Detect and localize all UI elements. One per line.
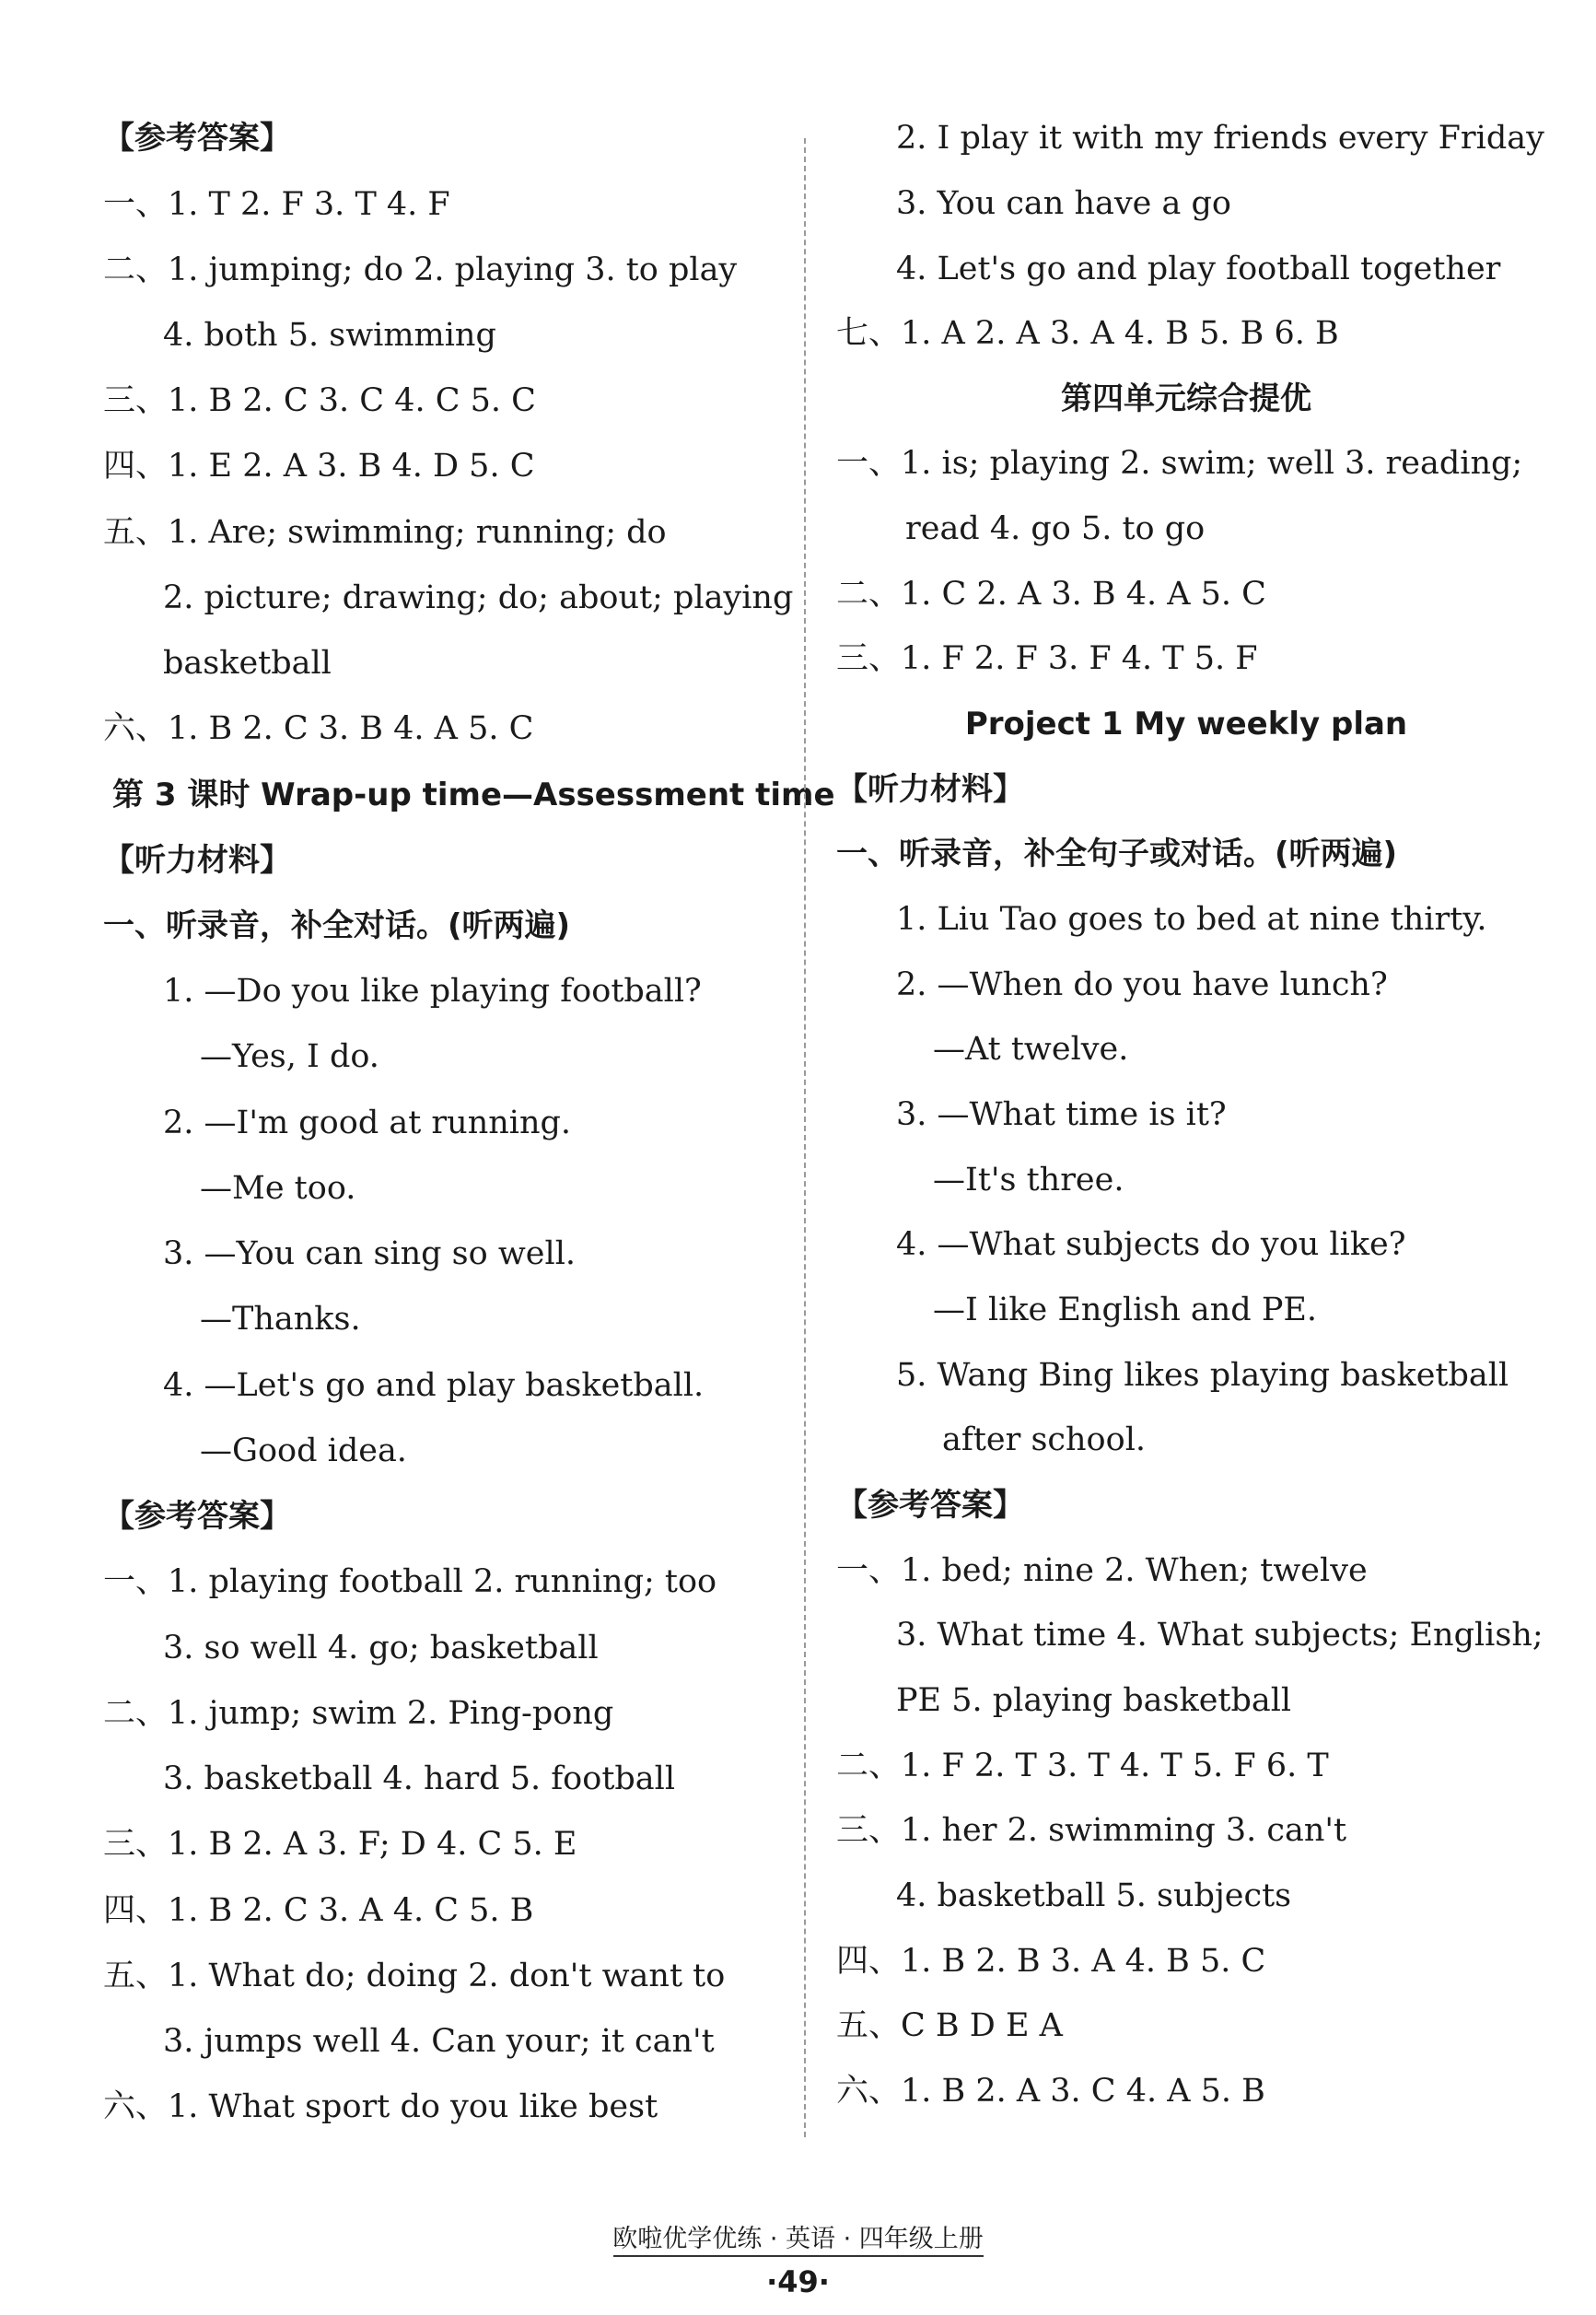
right-line: Project 1 My weekly plan — [964, 706, 1408, 742]
right-line: 4. —What subjects do you like? — [896, 1226, 1406, 1263]
left-line: 一、听录音，补全对话。(听两遍) — [103, 907, 571, 944]
right-line: 二、1. C 2. A 3. B 4. A 5. C — [836, 576, 1266, 613]
left-line: basketball — [163, 645, 332, 682]
right-line: 2. I play it with my friends every Friday — [896, 120, 1544, 157]
left-line: 3. jumps well 4. Can your; it can't — [163, 2023, 715, 2060]
left-line: 三、1. B 2. A 3. F; D 4. C 5. E — [103, 1826, 577, 1863]
left-line: 3. —You can sing so well. — [163, 1235, 577, 1272]
right-line: 六、1. B 2. A 3. C 4. A 5. B — [836, 2073, 1265, 2110]
left-line: 一、1. T 2. F 3. T 4. F — [103, 186, 450, 223]
right-line: 四、1. B 2. B 3. A 4. B 5. C — [836, 1943, 1266, 1980]
left-line: 1. —Do you like playing football? — [163, 973, 702, 1010]
left-line: 四、1. E 2. A 3. B 4. D 5. C — [103, 448, 535, 485]
page-number: ·49· — [766, 2264, 830, 2299]
right-line: —It's three. — [933, 1162, 1124, 1198]
right-line: 3. —What time is it? — [896, 1096, 1227, 1133]
right-line: 1. Liu Tao goes to bed at nine thirty. — [896, 901, 1487, 938]
left-line: 3. so well 4. go; basketball — [163, 1630, 599, 1666]
right-line: 二、1. F 2. T 3. T 4. T 5. F 6. T — [836, 1748, 1329, 1784]
left-line: 第 3 课时 Wrap-up time—Assessment time — [112, 777, 835, 813]
left-line: 【参考答案】 — [103, 1498, 291, 1535]
right-line: 一、1. is; playing 2. swim; well 3. reading; — [836, 445, 1523, 482]
right-line: 第四单元综合提优 — [1061, 380, 1311, 417]
left-line: 五、1. What do; doing 2. don't want to — [103, 1958, 726, 1994]
right-line: 【听力材料】 — [836, 771, 1024, 808]
right-line: read 4. go 5. to go — [905, 510, 1206, 547]
left-line: 二、1. jump; swim 2. Ping-pong — [103, 1695, 614, 1732]
left-line: 二、1. jumping; do 2. playing 3. to play — [103, 251, 738, 288]
right-line: 一、1. bed; nine 2. When; twelve — [836, 1552, 1368, 1589]
footer-rule — [613, 2255, 984, 2257]
left-line: 2. picture; drawing; do; about; playing — [163, 579, 794, 616]
left-line: 五、1. Are; swimming; running; do — [103, 514, 667, 551]
right-line: —I like English and PE. — [933, 1292, 1318, 1328]
left-line: 四、1. B 2. C 3. A 4. C 5. B — [103, 1892, 534, 1929]
left-line: 【听力材料】 — [103, 842, 291, 879]
right-line: 3. What time 4. What subjects; English; — [896, 1617, 1544, 1654]
left-line: 2. —I'm good at running. — [163, 1105, 572, 1141]
right-line: 三、1. F 2. F 3. F 4. T 5. F — [836, 640, 1258, 677]
right-line: 2. —When do you have lunch? — [896, 966, 1388, 1003]
left-line: 六、1. B 2. C 3. B 4. A 5. C — [103, 710, 534, 747]
right-line: 4. basketball 5. subjects — [896, 1877, 1292, 1914]
right-line: 五、C B D E A — [836, 2007, 1063, 2044]
right-line: PE 5. playing basketball — [896, 1682, 1292, 1719]
left-line: —Yes, I do. — [200, 1038, 379, 1075]
right-line: 一、听录音，补全句子或对话。(听两遍) — [836, 836, 1398, 872]
right-line: 5. Wang Bing likes playing basketball — [896, 1357, 1509, 1394]
left-line: 4. both 5. swimming — [163, 317, 496, 354]
column-divider — [804, 138, 806, 2137]
right-line: 七、1. A 2. A 3. A 4. B 5. B 6. B — [836, 315, 1339, 352]
left-line: 3. basketball 4. hard 5. football — [163, 1760, 676, 1797]
left-line: —Me too. — [200, 1170, 356, 1207]
left-line: 一、1. playing football 2. running; too — [103, 1563, 717, 1600]
right-line: 4. Let's go and play football together — [896, 251, 1501, 287]
right-line: 【参考答案】 — [836, 1487, 1024, 1524]
left-line: 【参考答案】 — [103, 120, 291, 157]
left-line: 三、1. B 2. C 3. C 4. C 5. C — [103, 382, 536, 419]
book-title: 欧啦优学优练 · 英语 · 四年级上册 — [612, 2225, 984, 2253]
right-line: 三、1. her 2. swimming 3. can't — [836, 1812, 1347, 1849]
right-line: after school. — [942, 1421, 1147, 1458]
right-line: 3. You can have a go — [896, 185, 1231, 222]
right-line: —At twelve. — [933, 1031, 1129, 1068]
left-line: —Thanks. — [200, 1301, 361, 1338]
left-line: 六、1. What sport do you like best — [103, 2088, 658, 2125]
left-line: —Good idea. — [200, 1432, 407, 1469]
left-line: 4. —Let's go and play basketball. — [163, 1367, 705, 1404]
